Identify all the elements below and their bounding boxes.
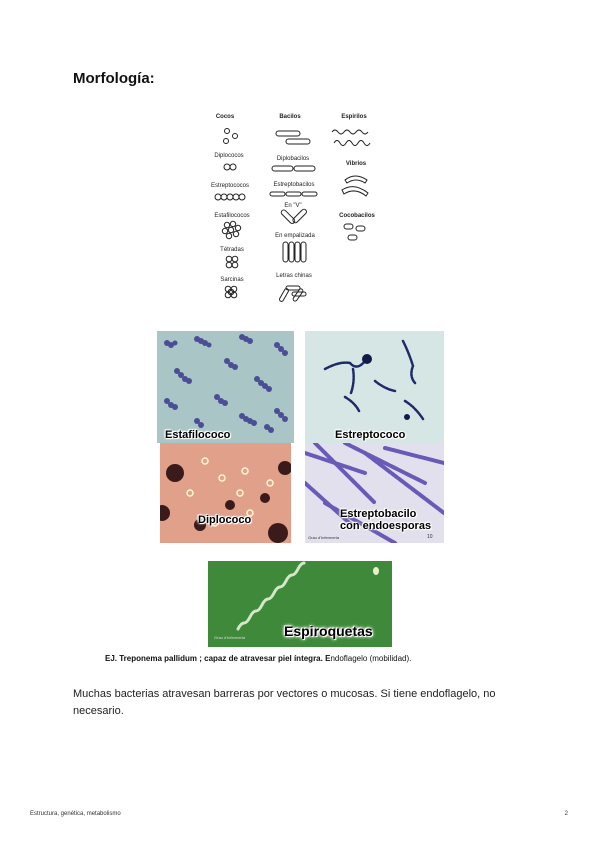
cocobacilos-header: Cocobacilos xyxy=(339,213,375,219)
tetradas-label: Tétradas xyxy=(220,247,244,253)
estreptobacilo-label-line2: con endoesporas xyxy=(340,520,432,532)
bacilo-shape xyxy=(276,131,300,136)
photo-espiroquetas xyxy=(208,561,392,647)
caption-bold-initial: E xyxy=(325,654,331,663)
espirilo-shape xyxy=(334,141,370,146)
diplococo-label: Diplococo xyxy=(198,514,252,526)
cocobacilo-shape xyxy=(348,235,357,240)
letras-chinas-shape xyxy=(279,286,306,302)
footer-title: Estructura, genética, metabolismo xyxy=(30,811,121,817)
estreptococo-shape xyxy=(215,194,245,200)
morphology-diagram xyxy=(200,110,400,310)
estreptococo-micrograph xyxy=(305,331,444,443)
sarcina-shape xyxy=(225,286,237,298)
espirilo-shape xyxy=(332,130,368,134)
vibrios-header: Vibrios xyxy=(345,161,367,167)
diplobacilos-label: Diplobacilos xyxy=(276,156,310,162)
figure-caption xyxy=(105,654,411,663)
en-v-shape xyxy=(280,208,307,224)
diplococo-shape xyxy=(230,164,236,170)
estafilococo-label: Estafilococo xyxy=(165,429,231,441)
cocobacilo-shape xyxy=(356,226,365,231)
coco-shape xyxy=(224,139,229,144)
diplobacilo-shape xyxy=(294,166,315,171)
bacilos-header: Bacilos xyxy=(279,114,301,120)
cocobacilo-shape xyxy=(344,224,353,229)
estafilococos-label: Estafilococos xyxy=(214,213,250,219)
slide-number: 10 xyxy=(427,534,433,540)
vibrio-shape xyxy=(345,176,367,183)
sarcinas-label: Sarcinas xyxy=(220,277,244,283)
photo-diplococo xyxy=(160,443,291,543)
diplococos-label: Diplococos xyxy=(214,153,244,159)
photo-estreptobacilo xyxy=(305,443,444,543)
caption-normal: ndoflagelo (mobilidad). xyxy=(330,654,412,663)
estreptococos-label: Estreptococos xyxy=(210,183,250,189)
tetrada-shape xyxy=(226,256,238,268)
bacilo-shape xyxy=(286,139,310,144)
estreptobacilo-shape xyxy=(270,192,317,196)
cocos-header: Cocos xyxy=(215,114,235,120)
photo-credit-espiroquetas: Grau d'Infermeria xyxy=(214,635,245,640)
diplobacilo-shape xyxy=(272,166,293,171)
diplococo-micrograph xyxy=(160,443,291,543)
letras-chinas-label: Letras chinas xyxy=(276,273,312,279)
estreptococo-label: Estreptococo xyxy=(335,429,406,441)
diplococo-shape xyxy=(224,164,230,170)
estafilococo-micrograph xyxy=(157,331,294,443)
coco-shape xyxy=(225,129,230,134)
page-number: 2 xyxy=(564,811,568,817)
estreptobacilo-label-line1: Estreptobacilo xyxy=(340,508,417,520)
estafilococo-shape xyxy=(222,221,240,238)
section-heading: Morfología: xyxy=(73,70,155,87)
photo-credit: Grau d'Infermeria xyxy=(308,535,339,540)
coco-shape xyxy=(233,134,238,139)
photo-estafilococo xyxy=(157,331,294,443)
empalizada-label: En empalizada xyxy=(275,233,315,239)
caption-bold: EJ. Treponema pallidum ; capaz de atravesar piel íntegra. xyxy=(105,654,323,663)
estreptobacilos-label: Estreptobacilos xyxy=(273,182,315,188)
empalizada-shape xyxy=(283,242,306,262)
en-v-label: En "V" xyxy=(284,203,302,209)
vibrio-shape xyxy=(342,187,368,196)
espiroquetas-label: Espiroquetas xyxy=(284,623,373,639)
photo-estreptococo xyxy=(305,331,444,443)
body-paragraph: Muchas bacterias atravesan barreras por vectores o mucosas. Si tiene endoflagelo, no necesario. xyxy=(73,688,496,717)
espirilos-header: Espirilos xyxy=(341,114,367,120)
